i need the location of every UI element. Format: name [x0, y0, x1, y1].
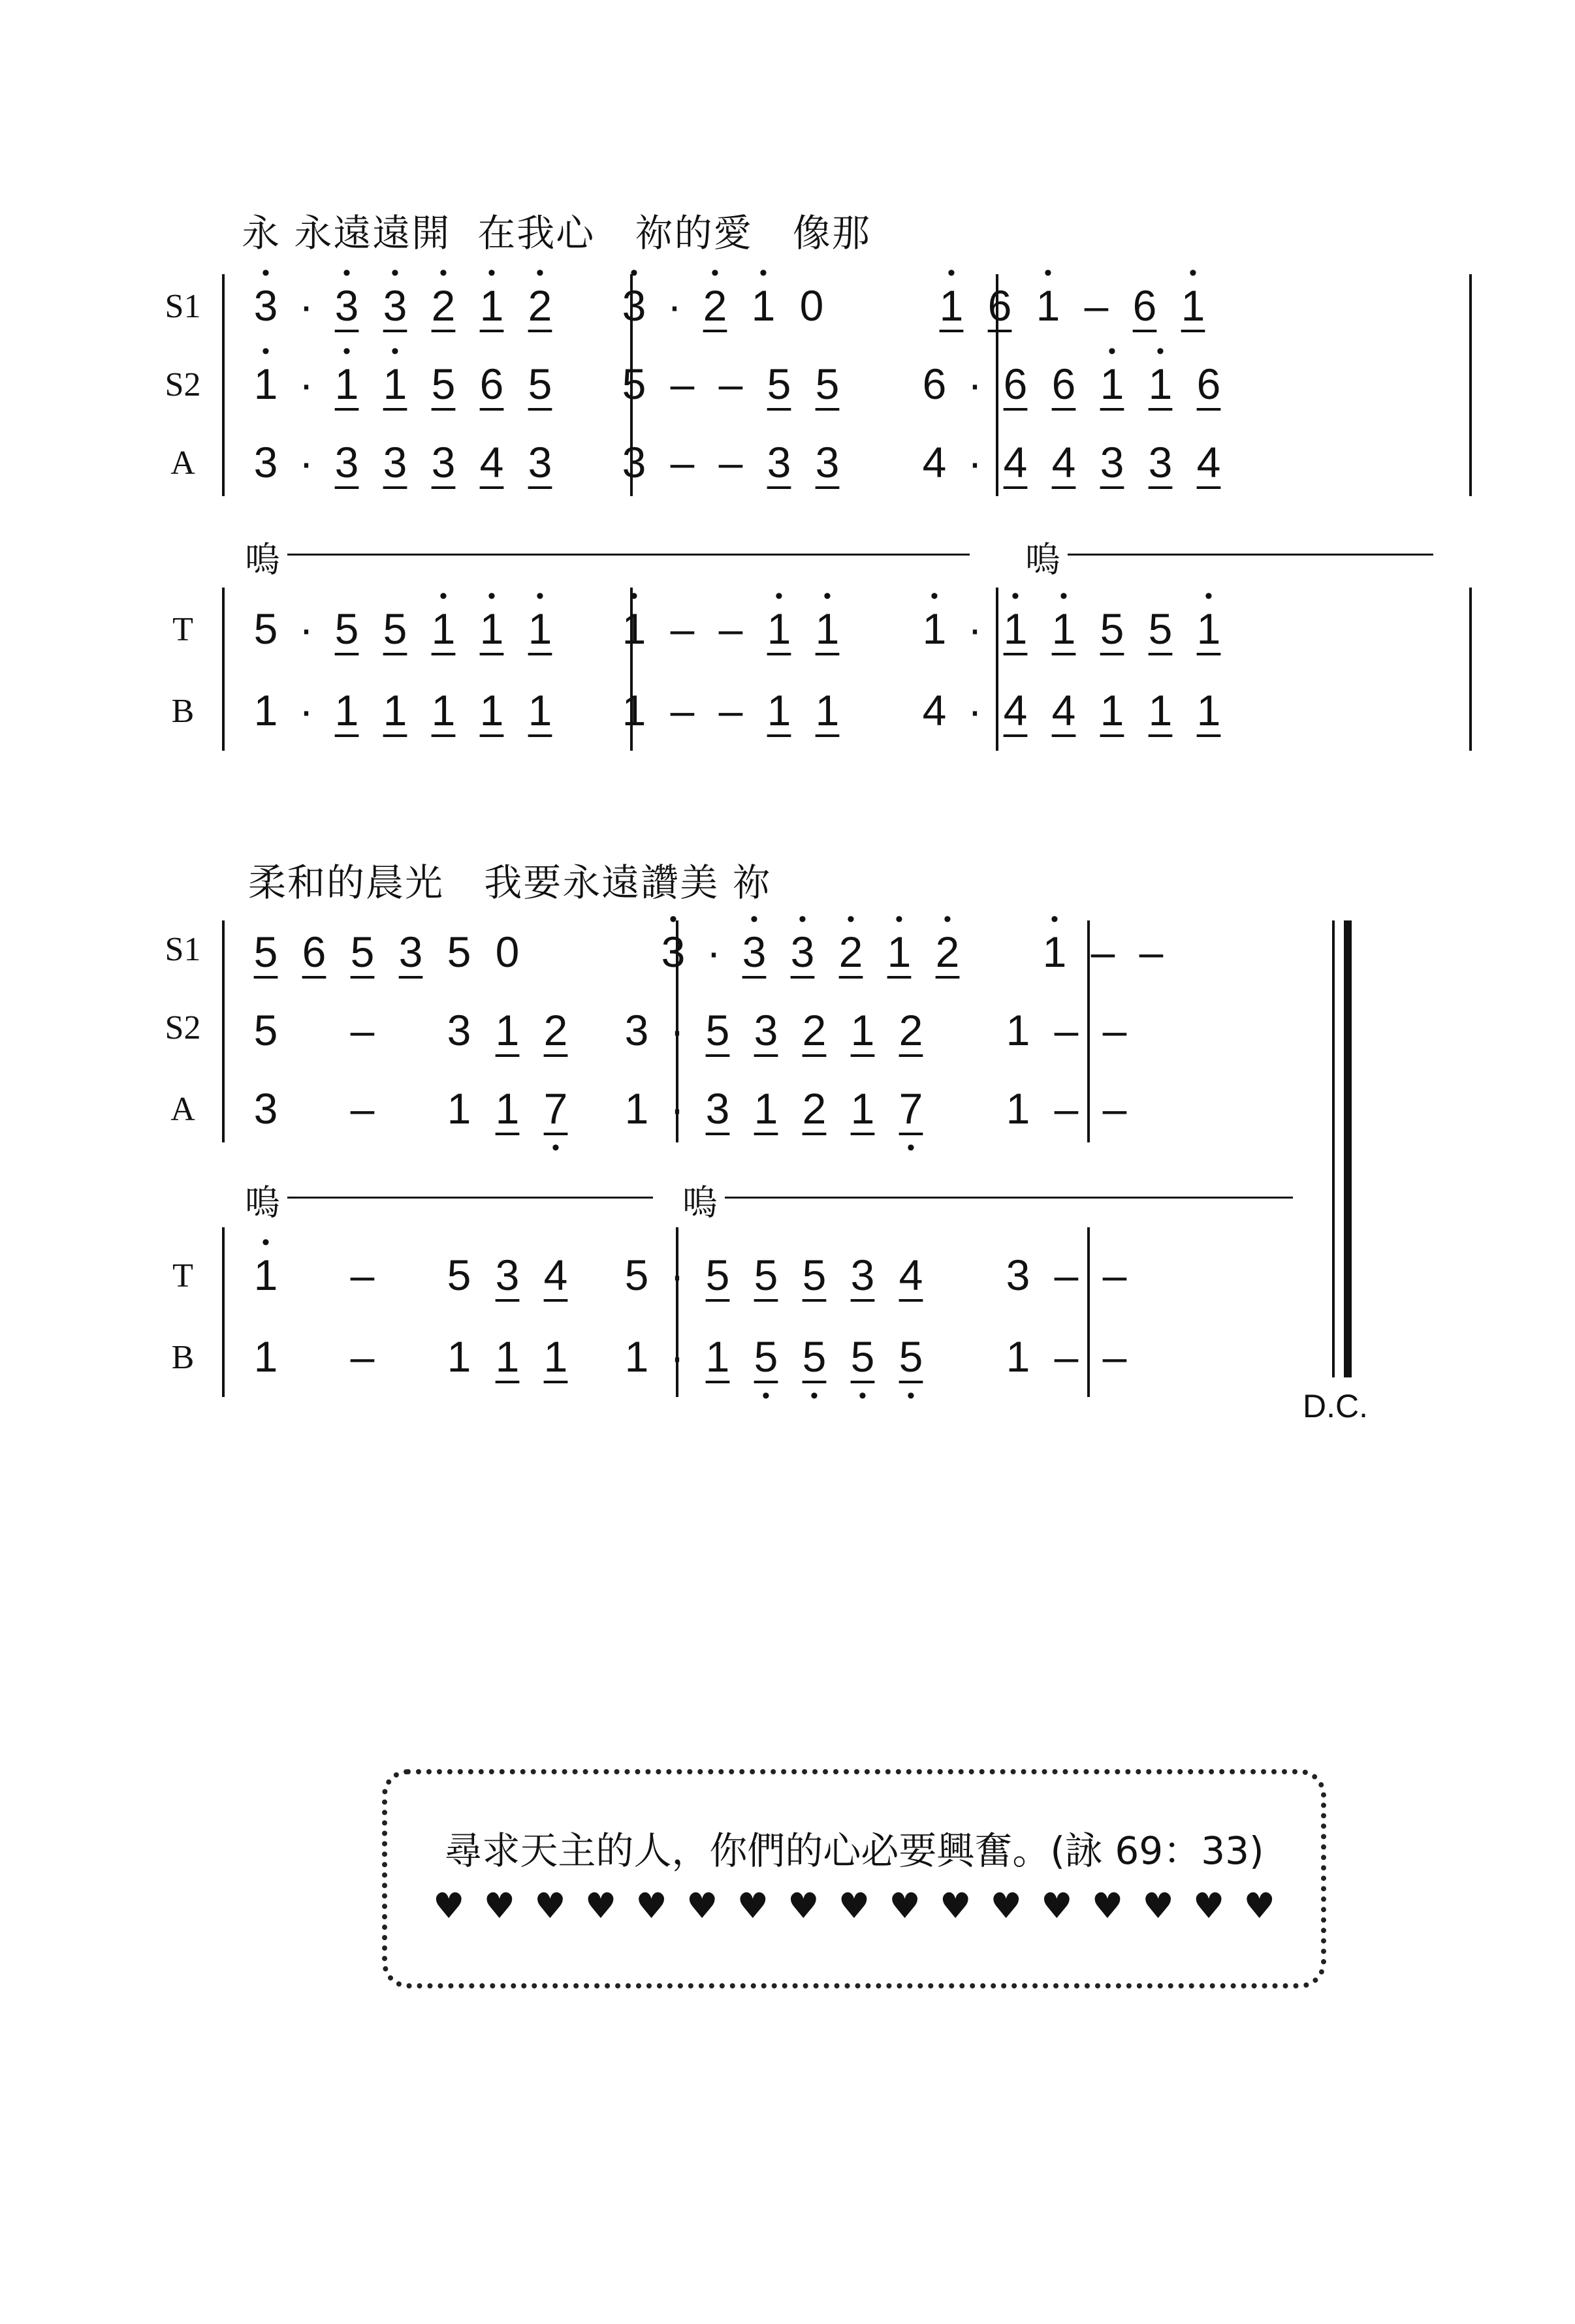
- part-label-t: T: [172, 1257, 193, 1295]
- barline: [222, 588, 225, 751]
- barline: [1469, 588, 1472, 751]
- part-label-s2: S2: [165, 366, 201, 403]
- part-label-a: A: [170, 1091, 195, 1128]
- heart-icon: ♥: [534, 1885, 566, 1926]
- humming-syllable: 嗚: [245, 539, 280, 580]
- part-label-a: A: [170, 445, 195, 482]
- heart-icon: ♥: [1041, 1885, 1073, 1926]
- notes-t-1: 5 · 5 5 • 1 • 1 • 1 • 1 – – • 1 • 1 • 1 · • 1 • 1 5 5 • 1: [242, 604, 1233, 653]
- scripture-verse-text: 尋求天主的人，你們的心必要興奮。(詠 69：33): [444, 1829, 1264, 1873]
- notes-t-2: • 1 – 5 3 4 5 · 5 5 5 3 4 3 – –: [242, 1250, 1139, 1300]
- notes-a-2: 3 – 1 1 7 • 1 · 3 1 2 1 7 • 1 – –: [242, 1084, 1139, 1133]
- heart-icon: ♥: [1243, 1885, 1275, 1926]
- barline: [1469, 274, 1472, 496]
- heart-icon: ♥: [584, 1885, 617, 1926]
- humming-extender: [725, 1197, 1293, 1199]
- heart-icon: ♥: [990, 1885, 1022, 1926]
- notes-s2-1: • 1 · • 1 • 1 5 6 5 5 – – 5 5 6 · 6 6 • 1 • 1 6: [242, 359, 1233, 409]
- humming-extender: [287, 554, 970, 556]
- heart-icon: ♥: [1091, 1885, 1124, 1926]
- lyrics-line-1: 永 永遠遠開 在我心 祢的愛 像那: [242, 211, 871, 255]
- heart-icon: ♥: [635, 1885, 667, 1926]
- notes-b-2: 1 – 1 1 1 1 · 1 5 • 5 • 5 • 5 • 1 – –: [242, 1332, 1139, 1381]
- humming-extender: [1068, 554, 1433, 556]
- humming-syllable: 嗚: [682, 1182, 718, 1223]
- barline: [222, 274, 225, 496]
- heart-border-row: [433, 1885, 1275, 1926]
- heart-icon: ♥: [737, 1885, 769, 1926]
- notes-s2-2: 5 – 3 1 2 3 · 5 3 2 1 2 1 – –: [253, 1006, 1127, 1054]
- barline: [222, 920, 225, 1142]
- heart-icon: ♥: [1142, 1885, 1174, 1926]
- notes-a-1: 3 · 3 3 3 4 3 3 – – 3 3 4 · 4 4 3 3 4: [253, 438, 1221, 486]
- part-label-b: B: [171, 1339, 195, 1376]
- da-capo-marking: D.C.: [1303, 1388, 1368, 1424]
- heart-icon: ♥: [889, 1885, 921, 1926]
- heart-icon: ♥: [788, 1885, 819, 1926]
- heart-icon: ♥: [838, 1885, 870, 1926]
- lyrics-line-2: 柔和的晨光 我要永遠讚美 祢: [248, 860, 772, 905]
- final-barline-thick: [1344, 920, 1352, 1377]
- part-label-t: T: [172, 611, 193, 648]
- humming-syllable: 嗚: [245, 1182, 280, 1223]
- heart-icon: ♥: [686, 1885, 718, 1926]
- part-label-s2: S2: [165, 1009, 201, 1046]
- part-label-s1: S1: [165, 288, 201, 325]
- heart-icon: ♥: [1192, 1885, 1225, 1926]
- final-barline-thin: [1332, 920, 1335, 1377]
- notes-s1-1: • 3 · • 3 • 3 • 2 • 1 • 2 • 3 · • 2 • 1 0 • 1 6 • 1 – 6 • 1: [242, 281, 1217, 330]
- heart-icon: ♥: [433, 1885, 465, 1926]
- heart-icon: ♥: [483, 1885, 516, 1926]
- humming-extender: [287, 1197, 653, 1199]
- heart-icon: ♥: [939, 1885, 972, 1926]
- scripture-verse-box: [382, 1769, 1326, 1988]
- part-label-b: B: [171, 693, 195, 730]
- barline: [222, 1227, 225, 1397]
- notes-s1-2: 5 6 5 3 5 0 • 3 · • 3 • 3 • 2 • 1 • 2 • 1 – –: [242, 927, 1175, 977]
- notes-b-1: 1 · 1 1 1 1 1 1 – – 1 1 4 · 4 4 1 1 1: [253, 686, 1221, 734]
- part-label-s1: S1: [165, 931, 201, 968]
- humming-syllable: 嗚: [1025, 539, 1060, 580]
